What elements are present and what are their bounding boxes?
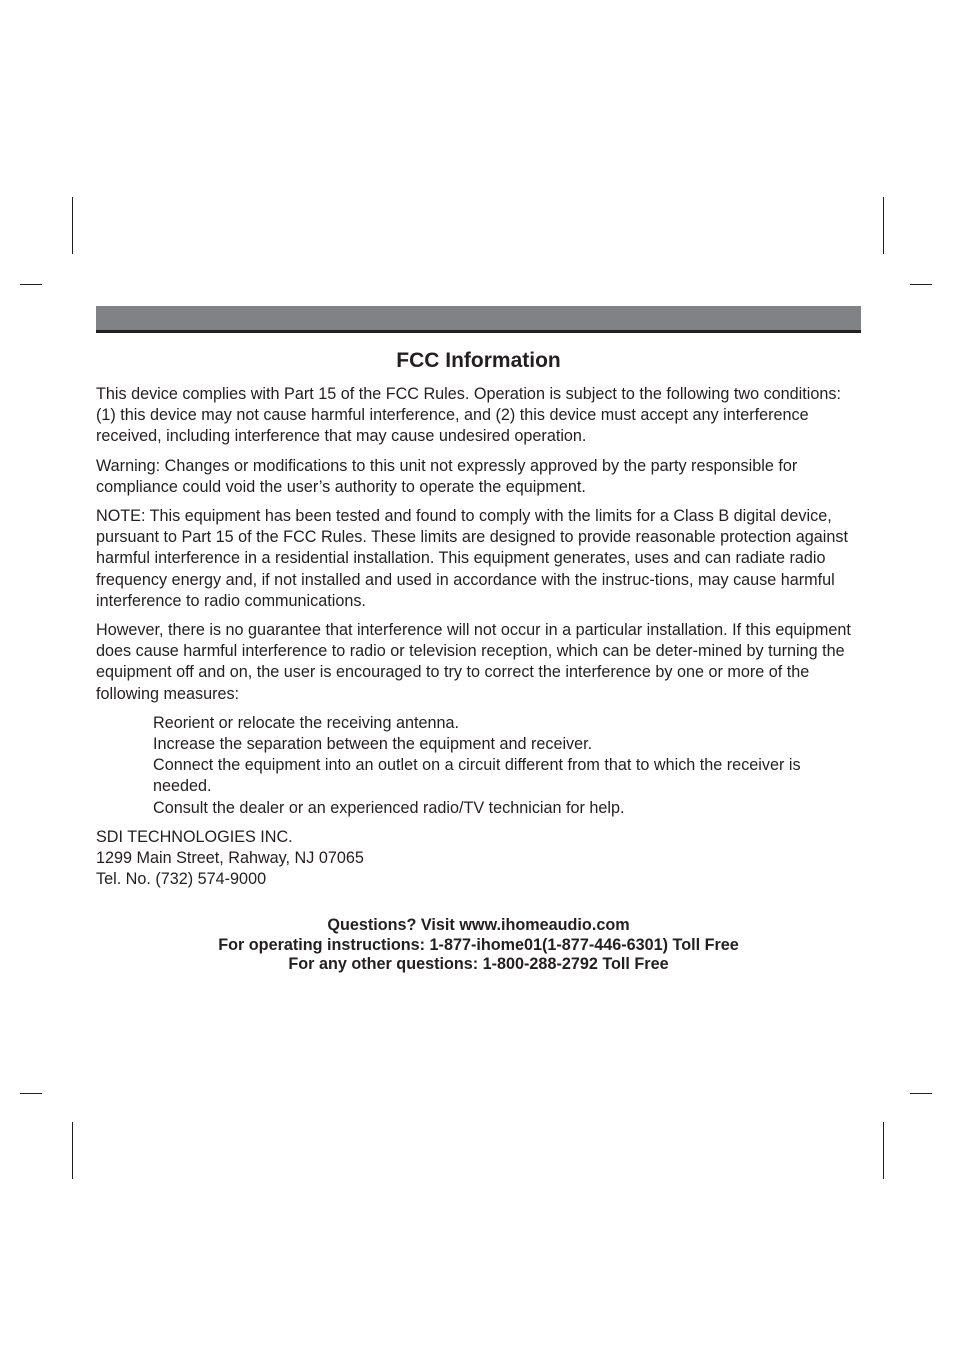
company-street: 1299 Main Street, Rahway, NJ 07065 xyxy=(96,849,364,868)
however-paragraph: However, there is no guarantee that interference will not occur in a particular installation. If this equipment does cause harmful interference to radio or television reception, which can be deter-mined by turning the equipment off and on, the user is encouraged to try to correct the interference by one or more of the following measures: xyxy=(96,621,851,703)
crop-mark-top-left-horizontal xyxy=(20,284,42,285)
crop-mark-top-left-vertical xyxy=(72,197,73,254)
crop-mark-bottom-left-horizontal xyxy=(20,1093,42,1094)
note-text: NOTE: This equipment has been tested and found to comply with the limits for a Class B digital device, pursuant to Part 15 of the FCC Rules. These limits are designed to provide reasonable protection against harmful interference in a residential installation. This equipment generates, uses and can radiate radio frequency energy and, if not installed and used in accordance with the instruc-tions, may cause harmful xyxy=(96,507,848,589)
company-address xyxy=(96,827,861,891)
contact-other: For any other questions: 1-800-288-2792 Toll Free xyxy=(288,955,669,974)
note-paragraph xyxy=(96,506,861,612)
crop-mark-top-right-horizontal xyxy=(910,284,932,285)
compliance-intro: This device complies with Part 15 of the FCC Rules. Operation is subject to the following two conditions: xyxy=(96,385,841,403)
list-item: Increase the separation between the equipment and receiver. xyxy=(153,735,593,754)
note-text-continued: interference to radio communications. xyxy=(96,591,366,610)
section-header-bar xyxy=(96,306,861,333)
compliance-conditions: (1) this device may not cause harmful interference, and (2) this device must accept any interference received, including interference that may cause undesired operation. xyxy=(96,406,809,446)
crop-mark-top-right-vertical xyxy=(883,197,884,254)
crop-mark-bottom-right-horizontal xyxy=(910,1093,932,1094)
contact-operating: For operating instructions: 1-877-ihome01(1-877-446-6301) Toll Free xyxy=(218,935,739,954)
list-item: Reorient or relocate the receiving antenna. xyxy=(153,713,459,732)
company-name: SDI TECHNOLOGIES INC. xyxy=(96,827,293,846)
crop-mark-bottom-left-vertical xyxy=(72,1122,73,1179)
list-item: Consult the dealer or an experienced radio/TV technician for help. xyxy=(153,798,625,817)
compliance-paragraph xyxy=(96,384,861,448)
contact-info xyxy=(96,916,861,975)
fcc-content xyxy=(96,346,861,975)
measures-list xyxy=(96,713,861,819)
warning-paragraph: Warning: Changes or modifications to this unit not expressly approved by the party responsible for compliance could void the user’s authority to operate the equipment. xyxy=(96,456,798,496)
crop-mark-bottom-right-vertical xyxy=(883,1122,884,1179)
company-phone: Tel. No. (732) 574-9000 xyxy=(96,870,267,889)
contact-questions: Questions? Visit www.ihomeaudio.com xyxy=(327,916,630,935)
page-title: FCC Information xyxy=(396,349,561,372)
list-item: Connect the equipment into an outlet on a circuit different from that to which the receiver is needed. xyxy=(153,756,801,796)
